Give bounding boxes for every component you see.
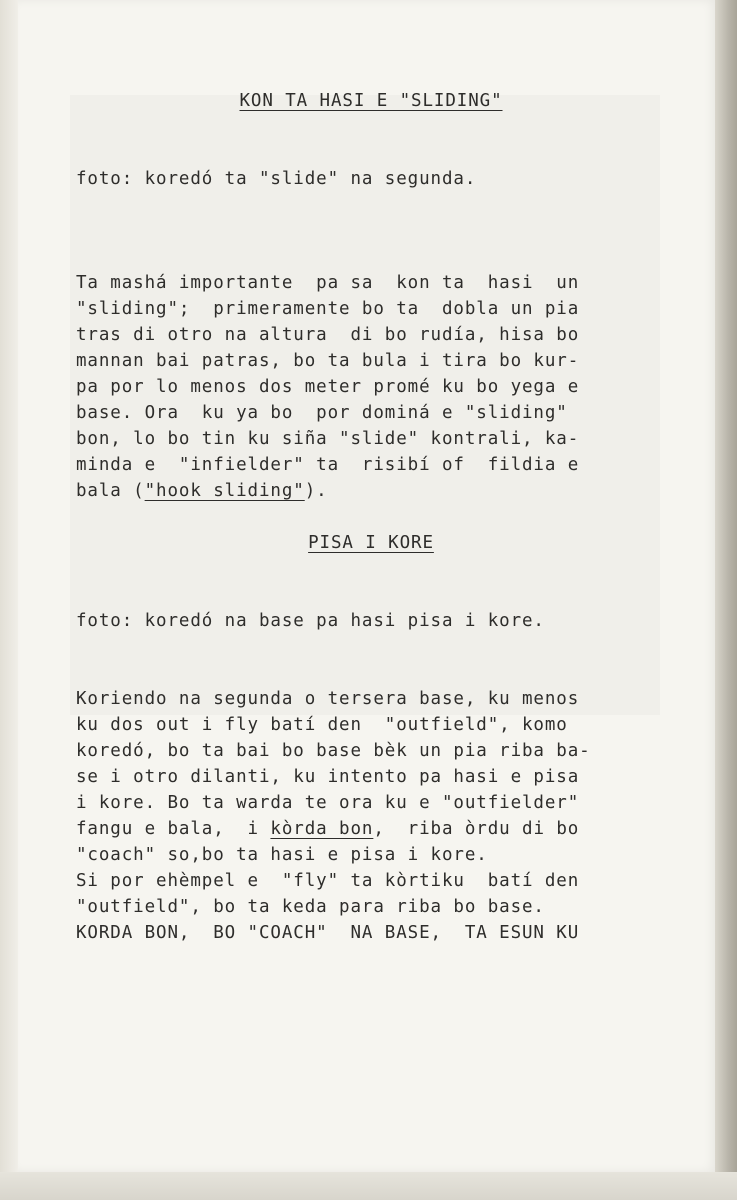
section-title-pisa-i-kore: PISA I KORE (308, 533, 434, 553)
text-line: i kore. Bo ta warda te ora ku e "outfielder" (76, 793, 580, 813)
text-line: mannan bai patras, bo ta bula i tira bo kur- (76, 351, 580, 371)
spacer (76, 192, 666, 244)
text-line: pa por lo menos dos meter promé ku bo yega e (76, 377, 580, 397)
text-line: Si por ehèmpel e "fly" ta kòrtiku batí den (76, 871, 580, 891)
text-fragment: fangu e bala, i (76, 819, 271, 839)
text-line: tras di otro na altura di bo rudía, hisa bo (76, 325, 580, 345)
text-line: se i otro dilanti, ku intento pa hasi e pisa (76, 767, 580, 787)
spacer (76, 660, 666, 686)
text-line: bon, lo bo tin ku siña "slide" kontrali, ka- (76, 429, 580, 449)
spacer (76, 244, 666, 270)
text-fragment: , riba òrdu di bo (373, 819, 580, 839)
text-line: Ta mashá importante pa sa kon ta hasi un (76, 273, 580, 293)
text-line: KORDA BON, BO "COACH" NA BASE, TA ESUN KU (76, 923, 580, 943)
text-line: "outfield", bo ta keda para riba bo base. (76, 897, 545, 917)
spacer (76, 582, 666, 608)
paragraph-sliding (76, 270, 666, 504)
text-line: Koriendo na segunda o tersera base, ku menos (76, 689, 580, 709)
page-left-edge (0, 0, 18, 1200)
text-line (76, 478, 666, 504)
text-line: ku dos out i fly batí den "outfield", komo (76, 715, 568, 735)
text-line: base. Ora ku ya bo por dominá e "sliding" (76, 403, 568, 423)
text-fragment: ). (304, 481, 328, 501)
spacer (76, 556, 666, 582)
text-line: koredó, bo ta bai bo base bèk un pia riba ba- (76, 741, 591, 761)
text-line: minda e "infielder" ta risibí of fildia e (76, 455, 580, 475)
text-fragment: bala ( (76, 481, 145, 501)
spacer (76, 114, 666, 166)
paragraph-pisa-i-kore (76, 686, 666, 946)
spacer (76, 634, 666, 660)
photo-caption-pisa-i-kore: foto: koredó na base pa hasi pisa i kore. (76, 611, 545, 631)
document-body (76, 88, 666, 946)
spacer (76, 504, 666, 530)
underlined-term: kòrda bon (270, 819, 374, 839)
page-bottom-edge (0, 1172, 737, 1200)
book-spine (715, 0, 737, 1200)
underlined-term: "hook sliding" (144, 481, 305, 501)
section-title-sliding: KON TA HASI E "SLIDING" (239, 91, 503, 111)
text-line: "coach" so,bo ta hasi e pisa i kore. (76, 845, 488, 865)
text-line: "sliding"; primeramente bo ta dobla un pia (76, 299, 580, 319)
text-line (76, 816, 666, 842)
photo-caption-sliding: foto: koredó ta "slide" na segunda. (76, 169, 477, 189)
